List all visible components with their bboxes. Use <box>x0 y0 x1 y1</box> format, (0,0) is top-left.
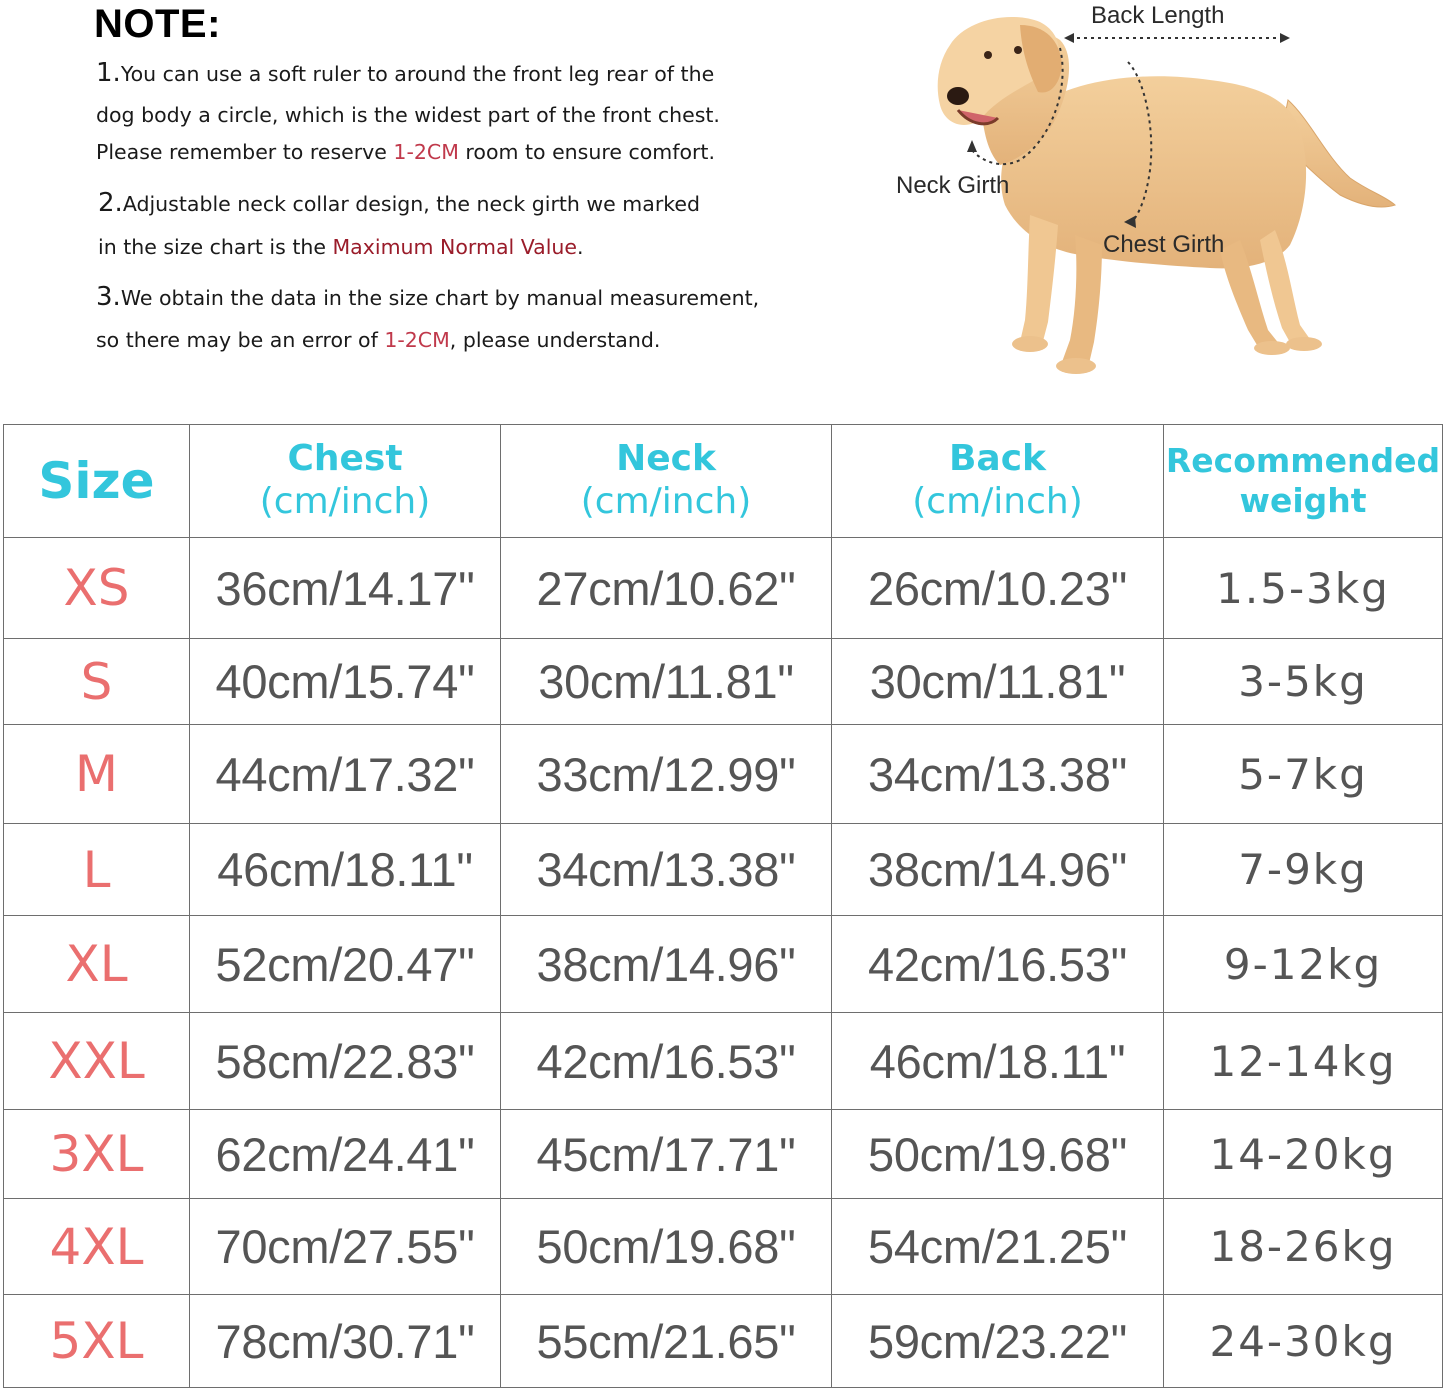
table-row <box>4 916 1443 1013</box>
weight-cell: 9-12kg <box>1164 916 1443 1013</box>
back-cell: 59cm/23.22" <box>832 1295 1164 1388</box>
chest-cell: 70cm/27.55" <box>190 1199 501 1295</box>
neck-cell: 27cm/10.62" <box>501 538 832 639</box>
size-cell: M <box>4 725 190 824</box>
table-header-row <box>4 425 1443 538</box>
note-item-1-line-3: Please remember to reserve 1-2CM room to ensure comfort. <box>96 140 715 164</box>
neck-cell: 50cm/19.68" <box>501 1199 832 1295</box>
note-item-3-line-1: 3.We obtain the data in the size chart by manual measurement, <box>96 282 760 312</box>
size-cell: XL <box>4 916 190 1013</box>
highlight-1-2cm: 1-2CM <box>393 140 459 164</box>
note-item-1-number: 1. <box>96 58 121 88</box>
back-length-label: Back Length <box>1091 2 1225 29</box>
weight-cell: 3-5kg <box>1164 639 1443 725</box>
neck-cell: 45cm/17.71" <box>501 1110 832 1199</box>
note-item-1-line-2: dog body a circle, which is the widest part of the front chest. <box>96 103 720 127</box>
back-cell: 46cm/18.11" <box>832 1013 1164 1110</box>
chest-cell: 78cm/30.71" <box>190 1295 501 1388</box>
dog-measurement-diagram <box>880 0 1420 395</box>
header-chest: Chest (cm/inch) <box>190 425 501 538</box>
chest-cell: 44cm/17.32" <box>190 725 501 824</box>
chest-cell: 36cm/14.17" <box>190 538 501 639</box>
neck-girth-label: Neck Girth <box>896 172 1010 199</box>
neck-cell: 38cm/14.96" <box>501 916 832 1013</box>
back-cell: 50cm/19.68" <box>832 1110 1164 1199</box>
back-cell: 38cm/14.96" <box>832 824 1164 916</box>
chest-cell: 52cm/20.47" <box>190 916 501 1013</box>
weight-cell: 12-14kg <box>1164 1013 1443 1110</box>
back-cell: 54cm/21.25" <box>832 1199 1164 1295</box>
size-cell: 3XL <box>4 1110 190 1199</box>
weight-cell: 1.5-3kg <box>1164 538 1443 639</box>
weight-cell: 5-7kg <box>1164 725 1443 824</box>
weight-cell: 7-9kg <box>1164 824 1443 916</box>
size-cell: 4XL <box>4 1199 190 1295</box>
size-cell: L <box>4 824 190 916</box>
table-row <box>4 1013 1443 1110</box>
highlight-1-2cm: 1-2CM <box>384 328 450 352</box>
chest-cell: 46cm/18.11" <box>190 824 501 916</box>
neck-cell: 42cm/16.53" <box>501 1013 832 1110</box>
weight-cell: 18-26kg <box>1164 1199 1443 1295</box>
back-cell: 42cm/16.53" <box>832 916 1164 1013</box>
back-cell: 34cm/13.38" <box>832 725 1164 824</box>
size-cell: S <box>4 639 190 725</box>
table-row <box>4 1110 1443 1199</box>
table-row <box>4 824 1443 916</box>
highlight-maximum-normal-value: Maximum Normal Value <box>332 235 578 259</box>
note-item-1-line-1: 1.You can use a soft ruler to around the front leg rear of the <box>96 58 715 88</box>
size-cell: 5XL <box>4 1295 190 1388</box>
note-item-2-line-1: 2.Adjustable neck collar design, the neck girth we marked <box>98 188 701 218</box>
table-row <box>4 538 1443 639</box>
back-cell: 30cm/11.81" <box>832 639 1164 725</box>
table-row <box>4 639 1443 725</box>
neck-cell: 34cm/13.38" <box>501 824 832 916</box>
note-item-3-line-2: so there may be an error of 1-2CM, please understand. <box>96 328 661 352</box>
header-back: Back (cm/inch) <box>832 425 1164 538</box>
chest-cell: 40cm/15.74" <box>190 639 501 725</box>
header-neck: Neck (cm/inch) <box>501 425 832 538</box>
table-row <box>4 725 1443 824</box>
neck-cell: 33cm/12.99" <box>501 725 832 824</box>
neck-cell: 55cm/21.65" <box>501 1295 832 1388</box>
chest-girth-label: Chest Girth <box>1103 231 1225 258</box>
table-row <box>4 1295 1443 1388</box>
header-recommended-weight: Recommended weight <box>1164 425 1443 538</box>
back-cell: 26cm/10.23" <box>832 538 1164 639</box>
chest-cell: 62cm/24.41" <box>190 1110 501 1199</box>
header-size: Size <box>4 425 190 538</box>
neck-cell: 30cm/11.81" <box>501 639 832 725</box>
table-row <box>4 1199 1443 1295</box>
note-title: NOTE: <box>94 2 221 46</box>
chest-cell: 58cm/22.83" <box>190 1013 501 1110</box>
weight-cell: 14-20kg <box>1164 1110 1443 1199</box>
size-cell: XS <box>4 538 190 639</box>
size-cell: XXL <box>4 1013 190 1110</box>
note-item-2-number: 2. <box>98 188 123 218</box>
weight-cell: 24-30kg <box>1164 1295 1443 1388</box>
note-item-2-line-2: in the size chart is the Maximum Normal Value. <box>98 235 584 259</box>
note-item-3-number: 3. <box>96 282 121 312</box>
size-chart-table <box>3 424 1443 1388</box>
